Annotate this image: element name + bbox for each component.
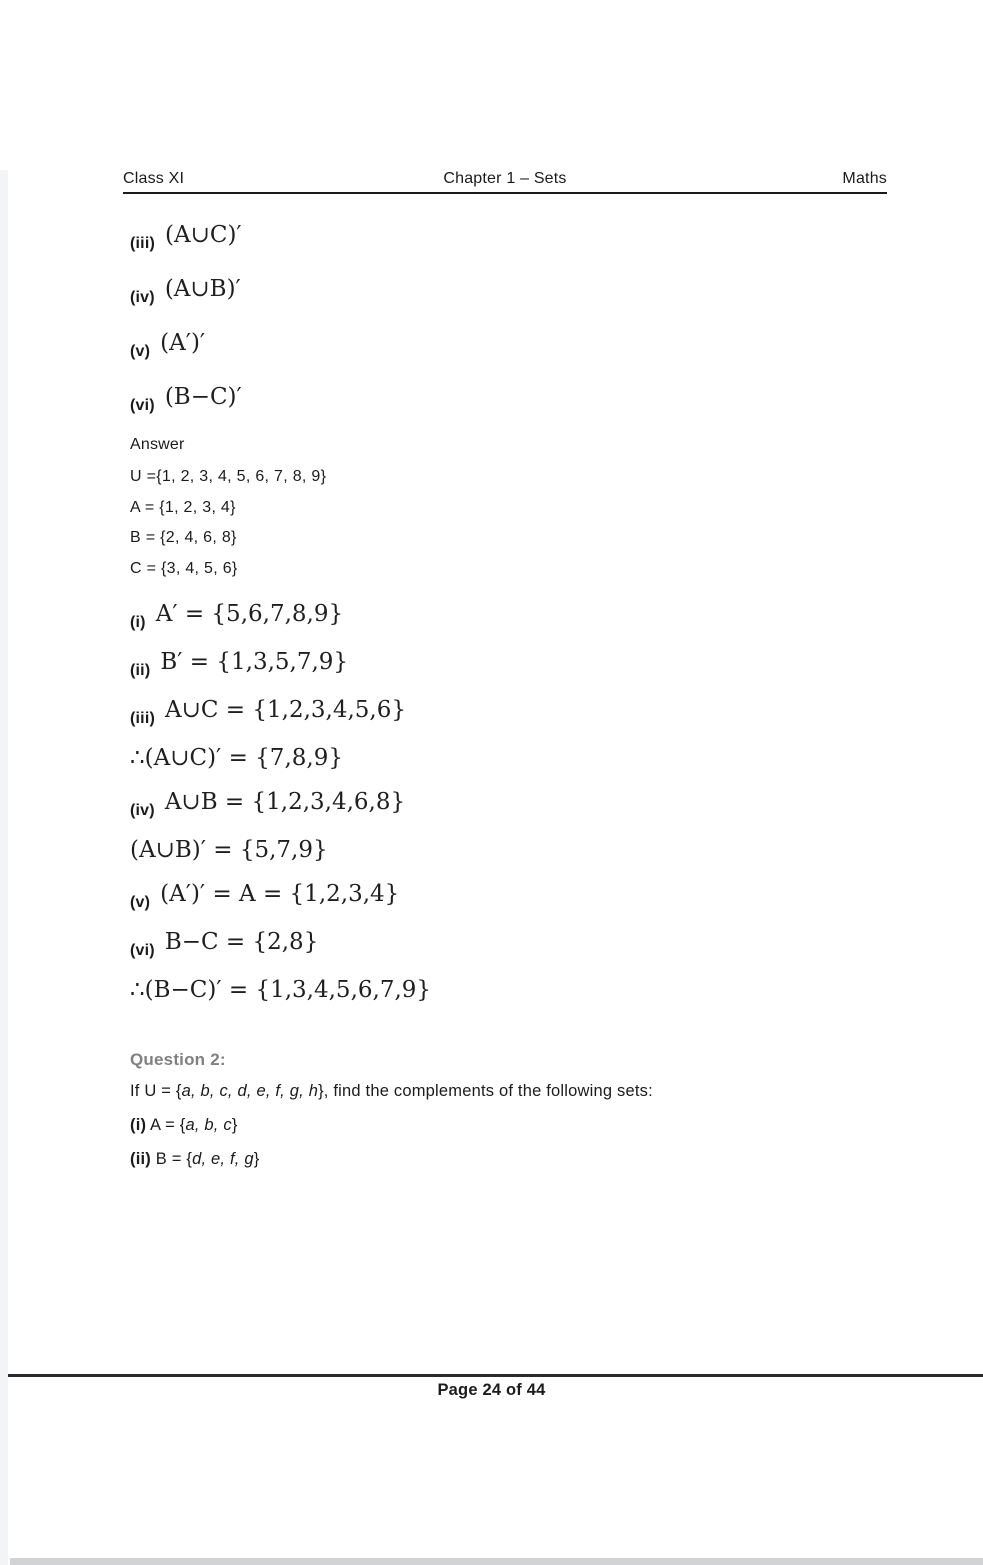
- question-part-v: [130, 329, 893, 361]
- answer-step-iii: [130, 696, 893, 728]
- given-sets: [130, 462, 893, 584]
- document-page: [0, 170, 983, 1565]
- question-2-section: [130, 1048, 893, 1174]
- intro-suffix: }, find the complements of the following sets:: [318, 1082, 653, 1100]
- math-formula: B′ = {1,3,5,7,9}: [160, 649, 349, 675]
- step-label: (vi): [130, 942, 155, 959]
- math-formula: A′ = {5,6,7,8,9}: [155, 601, 344, 627]
- item-post: }: [253, 1150, 260, 1168]
- step-label: (iv): [130, 802, 155, 819]
- answer-step-i: [130, 600, 893, 632]
- document-header: [123, 170, 887, 194]
- intro-prefix: If U = {: [130, 1082, 182, 1100]
- header-subject-label: Maths: [842, 170, 887, 187]
- item-post: }: [231, 1116, 238, 1134]
- item-label: (i): [130, 1116, 147, 1134]
- footer-rule: [8, 1374, 983, 1377]
- math-formula: (A′)′ = A = {1,2,3,4}: [160, 881, 400, 907]
- item-label: (ii): [130, 1150, 151, 1168]
- page-edge-left: [0, 170, 8, 1565]
- set-universal: U ={1, 2, 3, 4, 5, 6, 7, 8, 9}: [130, 468, 327, 485]
- math-formula: (A∪B)′: [164, 276, 241, 302]
- answer-step-therefore-auc: [130, 744, 893, 772]
- math-formula: (A∪B)′ = {5,7,9}: [130, 837, 328, 863]
- answer-step-iv: [130, 788, 893, 820]
- page-edge-bottom: [10, 1558, 983, 1565]
- question-2-item-i: [130, 1110, 893, 1140]
- math-formula: ∴(B−C)′ = {1,3,4,5,6,7,9}: [130, 977, 432, 1003]
- part-label: (iv): [130, 289, 155, 306]
- step-label: (i): [130, 614, 146, 631]
- header-chapter-title: Chapter 1 – Sets: [443, 170, 567, 187]
- set-a: A = {1, 2, 3, 4}: [130, 498, 236, 516]
- answer-step-therefore-bmc: [130, 976, 893, 1004]
- math-formula: A∪B = {1,2,3,4,6,8}: [164, 789, 406, 815]
- item-pre: A = {: [146, 1116, 186, 1134]
- question-2-intro: [130, 1076, 893, 1106]
- part-label: (vi): [130, 397, 155, 414]
- answer-step-ii: [130, 648, 893, 680]
- question-2-item-ii: [130, 1144, 893, 1174]
- intro-set-letters: a, b, c, d, e, f, g, h: [181, 1082, 319, 1100]
- header-class-label: Class XI: [123, 170, 185, 187]
- question-2-heading: Question 2:: [130, 1050, 226, 1069]
- question-part-iv: [130, 275, 893, 307]
- page-number: Page 24 of 44: [437, 1381, 546, 1399]
- answer-step-v: [130, 880, 893, 912]
- part-label: (iii): [130, 235, 155, 252]
- math-formula: (A∪C)′: [165, 222, 242, 248]
- question-part-iii: [130, 221, 893, 253]
- math-formula: (A′)′: [160, 330, 206, 356]
- step-label: (v): [130, 894, 151, 911]
- item-pre: B = {: [150, 1150, 193, 1168]
- math-formula: (B−C)′: [164, 384, 242, 410]
- math-formula: B−C = {2,8}: [164, 929, 319, 955]
- step-label: (iii): [130, 710, 155, 727]
- part-label: (v): [130, 343, 151, 360]
- item-set-letters: a, b, c: [185, 1116, 232, 1134]
- item-set-letters: d, e, f, g: [192, 1150, 254, 1168]
- set-c: C = {3, 4, 5, 6}: [130, 559, 238, 577]
- math-formula: ∴(A∪C)′ = {7,8,9}: [130, 745, 343, 771]
- answer-step-aub-complement: [130, 836, 893, 864]
- question-part-vi: [130, 383, 893, 415]
- answer-heading: Answer: [130, 436, 185, 453]
- step-label: (ii): [130, 662, 151, 679]
- set-b: B = {2, 4, 6, 8}: [130, 529, 237, 546]
- answer-step-vi: [130, 928, 893, 960]
- math-formula: A∪C = {1,2,3,4,5,6}: [165, 697, 406, 723]
- document-content: [130, 221, 893, 1174]
